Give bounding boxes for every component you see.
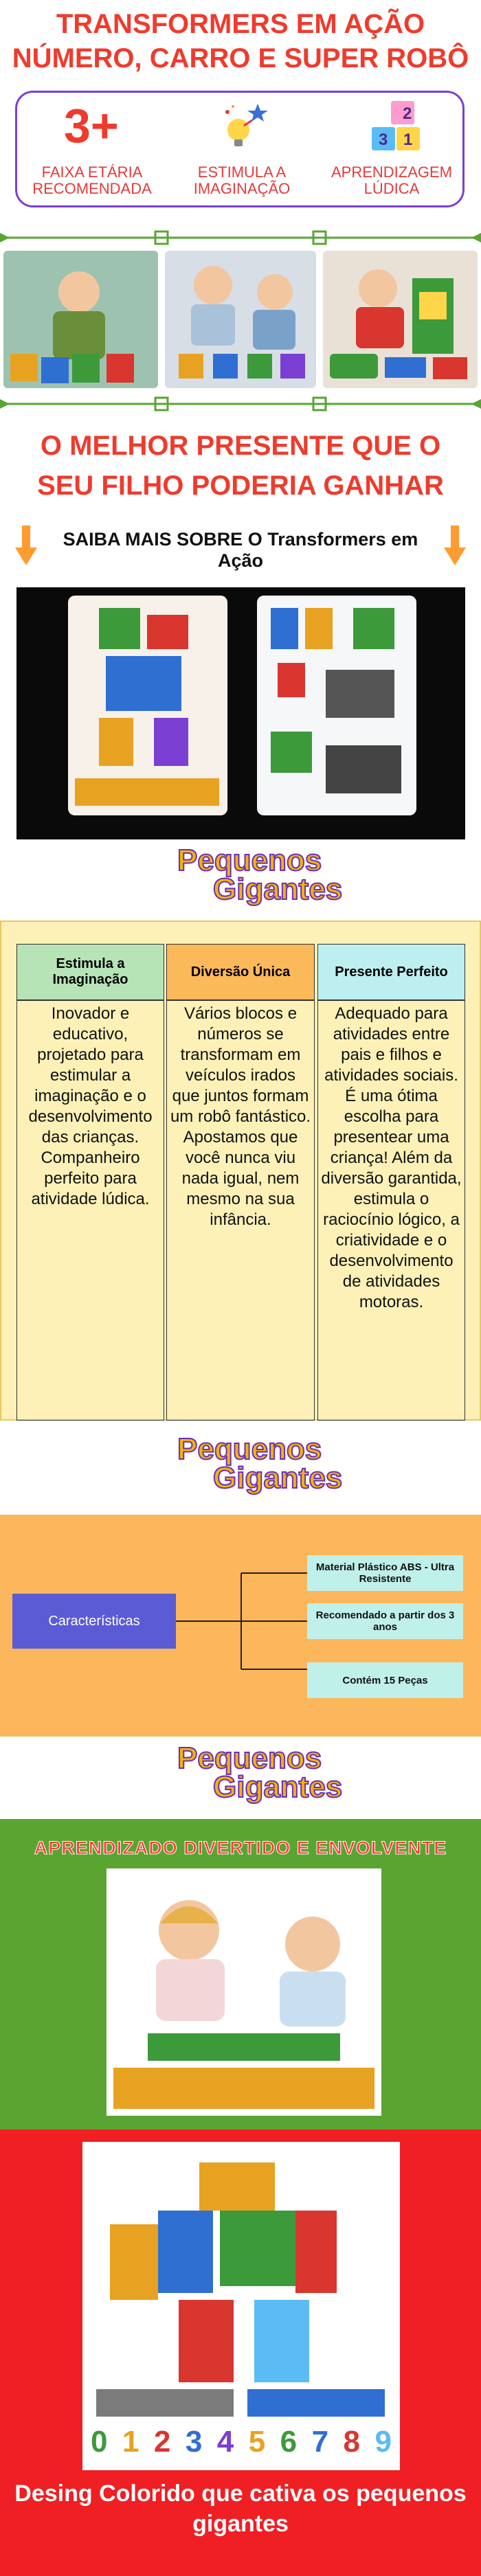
photo-kids-1 (3, 251, 158, 388)
photo-kids-3 (323, 251, 478, 388)
learn-more-link[interactable]: SAIBA MAIS SOBRE O Transformers em Ação (63, 529, 418, 571)
brand-logo (165, 844, 343, 912)
logo-word-2: Gigantes (213, 872, 343, 906)
title-line-2: NÚMERO, CARRO E SUPER ROBÔ (12, 43, 469, 74)
characteristic-pieces: Contém 15 Peças (307, 1662, 463, 1698)
learning-photo (107, 1868, 381, 2116)
features-table (0, 920, 481, 1421)
feature-header-fun: Diversão Única (166, 944, 315, 1000)
learning-title: APRENDIZADO DIVERTIDO E ENVOLVENTE (34, 1838, 447, 1858)
product-video[interactable] (16, 587, 465, 839)
characteristic-age: Recomendado a partir dos 3 anos (307, 1603, 463, 1639)
block-digit: 3 (379, 131, 388, 149)
photo-kids-2 (165, 251, 316, 388)
promo-line-2: SEU FILHO PODERIA GANHAR (37, 471, 444, 501)
digit-block: 2 (153, 2425, 171, 2459)
feature-header-imagination: Estimula a Imaginação (16, 944, 164, 1000)
page-title (0, 7, 481, 76)
badge-age-line1: FAIXA ETÁRIA (41, 163, 143, 181)
brand-logo (165, 1741, 343, 1810)
badge-learning (317, 93, 467, 210)
digit-block: 9 (374, 2425, 392, 2459)
badge-age (17, 93, 167, 210)
feature-body-gift: Adequado para atividades entre pais e filhos e atividades sociais. É uma ótima escolha para presentear uma criança! Além da diversão garantida, estimula o raciocínio lógico, a criatividade e o desenvolvimento de atividades motoras. (317, 1000, 465, 1421)
block-digit: 1 (403, 131, 413, 149)
digit-block: 5 (248, 2425, 266, 2459)
badge-learning-line1: APRENDIZAGEM (331, 163, 453, 181)
digit-block: 6 (280, 2425, 298, 2459)
chain-divider (0, 230, 481, 245)
logo-word-1: Pequenos (177, 1432, 322, 1466)
digit-block: 8 (343, 2425, 360, 2459)
digit-block: 0 (91, 2425, 108, 2459)
title-line-1: TRANSFORMERS EM AÇÃO (56, 9, 425, 39)
digit-row (91, 2425, 392, 2459)
digit-block: 1 (122, 2425, 139, 2459)
logo-word-2: Gigantes (213, 1461, 343, 1495)
characteristic-material: Material Plástico ABS - Ultra Resistente (307, 1555, 463, 1591)
feature-body-fun: Vários blocos e números se transformam em veículos irados que juntos formam um robô fantástico. Apostamos que você nunca viu nada igual, nem mesmo na sua infância. (166, 1000, 315, 1421)
badges-panel (15, 91, 465, 207)
arrow-down-icon (444, 526, 466, 565)
badge-imagination (167, 93, 317, 210)
logo-word-2: Gigantes (213, 1770, 343, 1804)
design-caption: Desing Colorido que cativa os pequenos gigantes (14, 2481, 467, 2537)
feature-body-imagination: Inovador e educativo, projetado para estimular a imaginação e o desenvolvimento das crianças. Companheiro perfeito para atividade lúdica. (16, 1000, 164, 1421)
promo-line-1: O MELHOR PRESENTE QUE O (40, 431, 441, 461)
brand-logo (165, 1432, 343, 1501)
characteristics-label: Características (12, 1594, 176, 1649)
logo-word-1: Pequenos (177, 844, 322, 877)
digit-block: 4 (216, 2425, 234, 2459)
logo-word-1: Pequenos (177, 1741, 322, 1775)
connector-lines (176, 1556, 310, 1686)
block-digit: 2 (403, 104, 412, 123)
learning-blocks-icon (366, 100, 421, 155)
promo-heading (0, 426, 481, 506)
badge-imagination-line2: IMAGINAÇÃO (193, 180, 291, 197)
chain-divider (0, 396, 481, 411)
arrow-down-icon (15, 526, 37, 565)
badge-age-line2: RECOMENDADA (32, 180, 152, 197)
imagination-icon (218, 100, 273, 155)
feature-header-gift: Presente Perfeito (317, 944, 465, 1000)
digit-block: 7 (311, 2425, 329, 2459)
digit-block: 3 (185, 2425, 203, 2459)
badge-learning-line2: LÚDICA (363, 180, 420, 197)
badge-imagination-line1: ESTIMULA A (197, 163, 287, 181)
age-badge-value: 3+ (64, 99, 119, 152)
robot-photo (82, 2142, 400, 2470)
